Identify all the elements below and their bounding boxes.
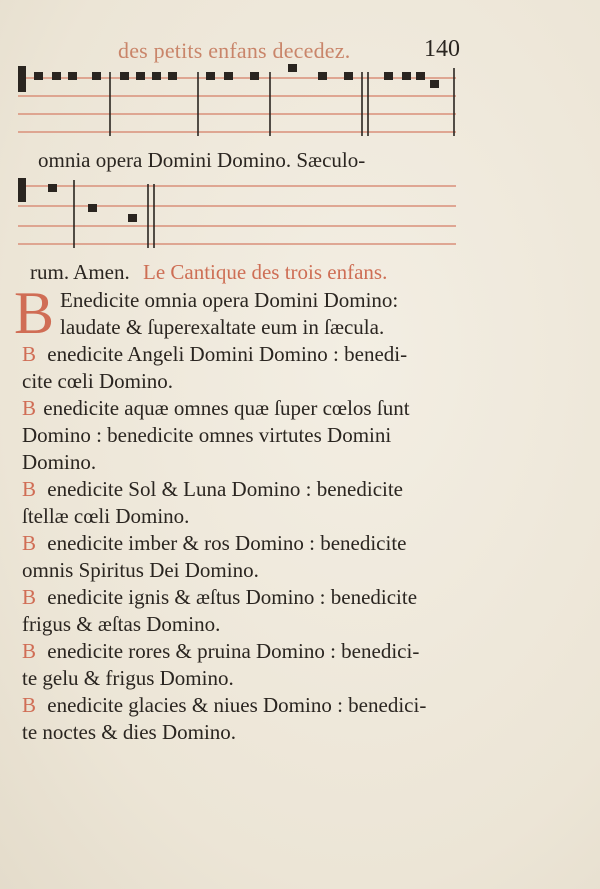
- canticle-rubric: Le Cantique des trois enfans.: [143, 260, 388, 284]
- canticle-line-text: enedicite Sol & Luna Domino : benedicite: [47, 477, 404, 501]
- canticle-line-text: te noctes & dies Domino.: [22, 720, 237, 744]
- music-staff-2: [18, 176, 458, 252]
- canticle-line: [22, 531, 407, 556]
- verse-initial: B: [22, 585, 37, 609]
- chant-ending: rum. Amen.: [30, 260, 130, 284]
- canticle-line: [22, 504, 189, 529]
- verse-initial: B: [22, 531, 37, 555]
- canticle-line: [22, 423, 391, 448]
- canticle-line-text: frigus & æſtas Domino.: [22, 612, 221, 636]
- verse-initial: B: [22, 693, 37, 717]
- canticle-line-text: Domino : benedicite omnes virtutes Domini: [22, 423, 392, 447]
- canticle-line-text: te gelu & frigus Domino.: [22, 666, 234, 690]
- canticle-line: [22, 639, 419, 664]
- canticle-line-text: enedicite ignis & æſtus Domino : benedicite: [47, 585, 418, 609]
- canticle-line: [22, 477, 403, 502]
- canticle-line-text: Domino.: [22, 450, 97, 474]
- decorated-initial: B: [14, 280, 55, 346]
- verse-initial: B: [22, 342, 37, 366]
- verse-initial: B: [22, 477, 37, 501]
- canticle-line-text: omnis Spiritus Dei Domino.: [22, 558, 259, 582]
- canticle-line: [22, 612, 220, 637]
- canticle-line: [22, 585, 417, 610]
- verse-initial: B: [22, 396, 37, 420]
- canticle-line-text: enedicite glacies & niues Domino : benedici-: [47, 693, 427, 717]
- canticle-line: [22, 720, 236, 745]
- canticle-line-text: enedicite aquæ omnes quæ ſuper cœlos ſunt: [43, 396, 410, 420]
- canticle-line: [60, 315, 384, 340]
- canticle-line: [22, 666, 234, 691]
- canticle-line: [22, 396, 410, 421]
- running-head: des petits enfans decedez.: [118, 38, 351, 63]
- canticle-line: [22, 450, 96, 475]
- canticle-line-text: enedicite imber & ros Domino : benedicite: [47, 531, 407, 555]
- music-staff-1: [18, 62, 458, 140]
- canticle-line: [22, 342, 407, 367]
- canticle-line: [22, 558, 259, 583]
- canticle-line-text: ſtellæ cœli Domino.: [22, 504, 190, 528]
- verse-initial: B: [22, 639, 37, 663]
- chant-text-line-2: [30, 260, 387, 285]
- canticle-line-text: enedicite rores & pruina Domino : benedici-: [47, 639, 420, 663]
- page-number: 140: [424, 36, 460, 62]
- canticle-line-text: enedicite Angeli Domini Domino : benedi-: [47, 342, 408, 366]
- canticle-line-text: cite cœli Domino.: [22, 369, 174, 393]
- canticle-line-text: laudate & ſuperexaltate eum in ſæcula.: [60, 315, 385, 339]
- canticle-line: [22, 369, 173, 394]
- canticle-line: [22, 693, 426, 718]
- canticle-line-text: Enedicite omnia opera Domini Domino:: [60, 288, 399, 312]
- chant-text-line-1: omnia opera Domini Domino. Sæculo-: [38, 148, 366, 172]
- canticle-line: [60, 288, 398, 313]
